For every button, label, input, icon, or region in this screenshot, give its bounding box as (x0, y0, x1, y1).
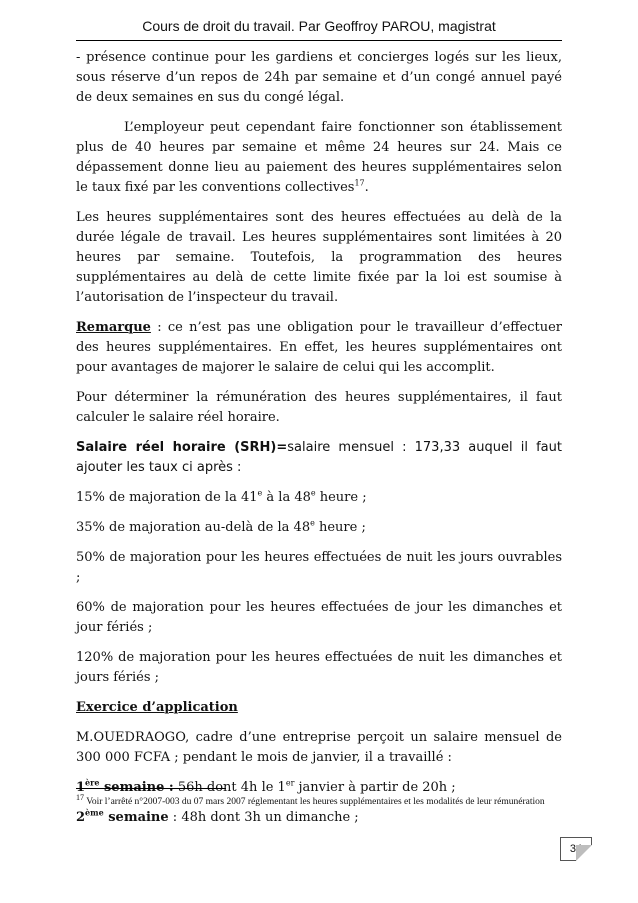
paragraph-srh (76, 438, 562, 478)
week-2-text: : 48h dont 3h un dimanche ; (168, 810, 359, 825)
week-1-sup-2: er (285, 778, 295, 788)
paragraph-employer-text: L’employeur peut cependant faire fonctionner son établissement plus de 40 heures par semaine et même 24 heures sur 24. Mais ce dépassement donne lieu au paiement des heures supplémentaires selon le taux fixé par les conventions collectives (76, 120, 562, 195)
rate-15-part-c: heure ; (315, 490, 367, 505)
week-1-text-a: 56h dont 4h le 1 (173, 780, 286, 795)
remark-separator: : (150, 320, 168, 335)
rate-15-part-b: à la 48 (262, 490, 311, 505)
page-fold-corner (576, 845, 592, 861)
srh-text: salaire mensuel : 173,33 auquel il faut ajouter les taux ci après : (76, 440, 562, 475)
remark-text: ce n’est pas une obligation pour le travailleur d’effectuer des heures supplémentaires. En effet, les heures supplémentaires ont pour avantages de majorer le salaire de celui qui les accomplit. (76, 320, 562, 375)
rate-item-15 (76, 488, 562, 508)
rate-15-part-a: 15% de majoration de la 41 (76, 490, 258, 505)
srh-label: Salaire réel horaire (SRH)= (76, 440, 288, 455)
footnote-text: Voir l’arrêté n°2007-003 du 07 mars 2007 réglementant les heures supplémentaires et les modalités de leur rémunération (84, 797, 545, 807)
week-2-label: semaine (103, 810, 169, 825)
page-body (76, 48, 562, 838)
running-header: Cours de droit du travail. Par Geoffroy PAROU, magistrat (142, 18, 496, 34)
rate-35-part-b: heure ; (314, 520, 366, 535)
page-number-box (560, 837, 592, 861)
rate-item-60: 60% de majoration pour les heures effectuées de jour les dimanches et jour fériés ; (76, 600, 562, 635)
exercise-title: Exercice d’application (76, 700, 238, 715)
footnote-reference: 17 (354, 178, 365, 188)
paragraph-presence: - présence continue pour les gardiens et concierges logés sur les lieux, sous réserve d’un repos de 24h par semaine et d’un congé annuel payé de deux semaines en sus du congé légal. (76, 50, 562, 105)
rate-item-35 (76, 518, 562, 538)
rate-item-50: 50% de majoration pour les heures effectuées de nuit les jours ouvrables ; (76, 550, 562, 585)
week-2-line (76, 808, 562, 828)
footnote-divider (76, 788, 226, 789)
rate-15-sup-1: e (257, 488, 263, 498)
paragraph-determine: Pour déterminer la rémunération des heures supplémentaires, il faut calculer le salaire réel horaire. (76, 390, 562, 425)
rate-35-sup: e (310, 518, 315, 528)
week-2-sup: ème (85, 807, 104, 818)
paragraph-exercise: M.OUEDRAOGO, cadre d’une entreprise perçoit un salaire mensuel de 300 000 FCFA ; pendant le mois de janvier, il a travaillé : (76, 730, 562, 765)
paragraph-employer (76, 118, 562, 198)
week-1-sup: ère (85, 777, 100, 788)
week-2-number: 2 (76, 810, 86, 825)
week-1-label: semaine : (99, 780, 174, 795)
paragraph-remark (76, 318, 562, 378)
rate-35-part-a: 35% de majoration au-delà de la 48 (76, 520, 311, 535)
week-1-text-b: janvier à partir de 20h ; (294, 780, 456, 795)
footnote-number: 17 (76, 792, 84, 802)
page-number: 34 (569, 843, 583, 855)
rate-item-120: 120% de majoration pour les heures effectuées de nuit les dimanches et jours fériés ; (76, 650, 562, 685)
header-divider (76, 40, 562, 41)
footnote (76, 792, 562, 810)
paragraph-definition: Les heures supplémentaires sont des heures effectuées au delà de la durée légale de travail. Les heures supplémentaires sont limitées à 20 heures par semaine. Toutefois, la programmation des heures supplémentaires au delà de cette limite fixée par la loi est soumise à l’autorisation de l’inspecteur du travail. (76, 210, 562, 305)
week-1-number: 1 (76, 780, 86, 795)
rate-15-sup-2: e (310, 488, 316, 498)
remark-label: Remarque (76, 320, 151, 335)
paragraph-employer-end: . (364, 180, 369, 195)
